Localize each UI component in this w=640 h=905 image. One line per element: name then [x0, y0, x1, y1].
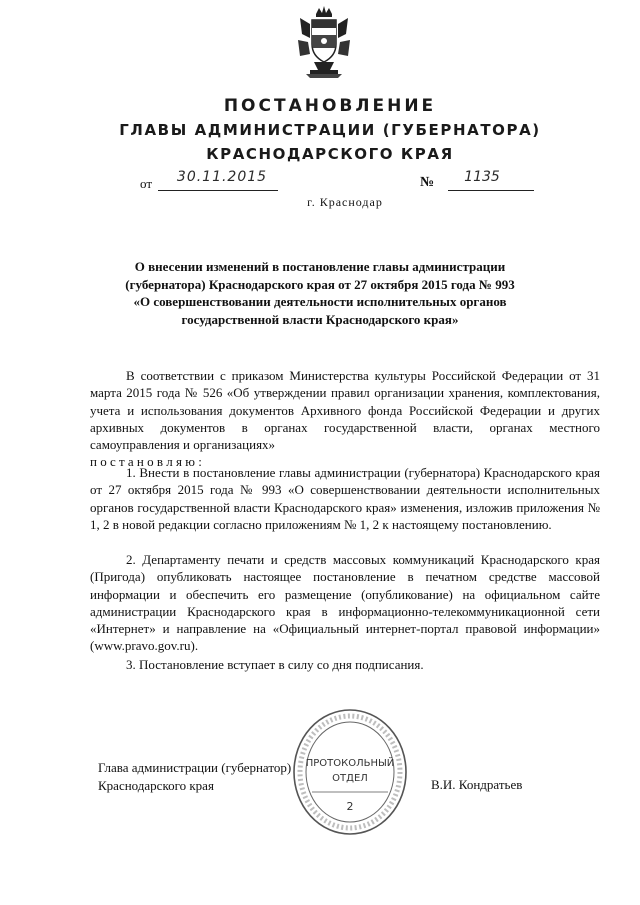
protocol-department-stamp [290, 706, 410, 838]
item-3-block [90, 656, 600, 673]
preamble-text: В соответствии с приказом Министерства культуры Российской Федерации от 31 марта 2015 года № 526 «Об утверждении правил организации хранения, комплектования, учета и использования документов Архивного фонда Российской Федерации и других архивных документов в органах государственной власти, органах местного самоуправления и организациях» [90, 368, 600, 453]
stamp-number: 2 [346, 800, 354, 813]
number-label: № [420, 175, 435, 190]
document-title [120, 258, 520, 328]
city-label: г. Краснодар [307, 195, 383, 209]
document-type-heading: ПОСТАНОВЛЕНИЕ [223, 96, 437, 116]
item-1-block [90, 464, 600, 533]
signatory-position [98, 759, 291, 794]
issuer-heading-line1: ГЛАВЫ АДМИНИСТРАЦИИ (ГУБЕРНАТОРА) [119, 121, 541, 139]
signatory-name: В.И. Кондратьев [431, 777, 523, 792]
item-2-block [90, 551, 600, 655]
issuer-heading-line2: КРАСНОДАРСКОГО КРАЯ [206, 145, 454, 163]
date-value: 30.11.2015 [176, 169, 268, 185]
date-underline [158, 190, 278, 191]
title-line: (губернатора) Краснодарского края от 27 октября 2015 года № 993 [125, 276, 515, 292]
title-line: «О совершенствовании деятельности исполнительных органов [133, 294, 507, 309]
coat-of-arms-emblem [296, 4, 352, 80]
stamp-line1: ПРОТОКОЛЬНЫЙ [305, 758, 395, 769]
decree-word: п о с т а н о в л я ю : [90, 454, 202, 470]
stamp-line2: ОТДЕЛ [332, 773, 368, 784]
preamble-block [90, 367, 600, 471]
item-1-text: 1. Внести в постановление главы администрации (губернатора) Краснодарского края от 27 октября 2015 года № 993 «О совершенствовании деятельности исполнительных органов государственной власти Краснодарского края» изменения, изложив приложения № 1, 2 в новой редакции согласно приложениям № 1, 2 к настоящему постановлению. [90, 465, 600, 532]
signatory-position-line2: Краснодарского края [98, 777, 214, 793]
title-line: государственной власти Краснодарского края» [181, 311, 459, 327]
item-2-text: 2. Департаменту печати и средств массовых коммуникаций Краснодарского края (Пригода) опубликовать настоящее постановление в печатном средстве массовой информации и обеспечить его размещение (опубликование) на официальном сайте администрации Краснодарского края в информационно-телекоммуникационной сети «Интернет» и направление на «Официальный интернет-портал правовой информации» (www.pravo.gov.ru). [90, 552, 600, 654]
number-underline [448, 190, 534, 191]
signatory-position-line1: Глава администрации (губернатор) [98, 760, 292, 775]
number-value: 1135 [464, 169, 500, 185]
date-label: от [140, 176, 153, 191]
title-line: О внесении изменений в постановление главы администрации [134, 259, 506, 274]
item-3-text: 3. Постановление вступает в силу со дня подписания. [126, 657, 424, 672]
